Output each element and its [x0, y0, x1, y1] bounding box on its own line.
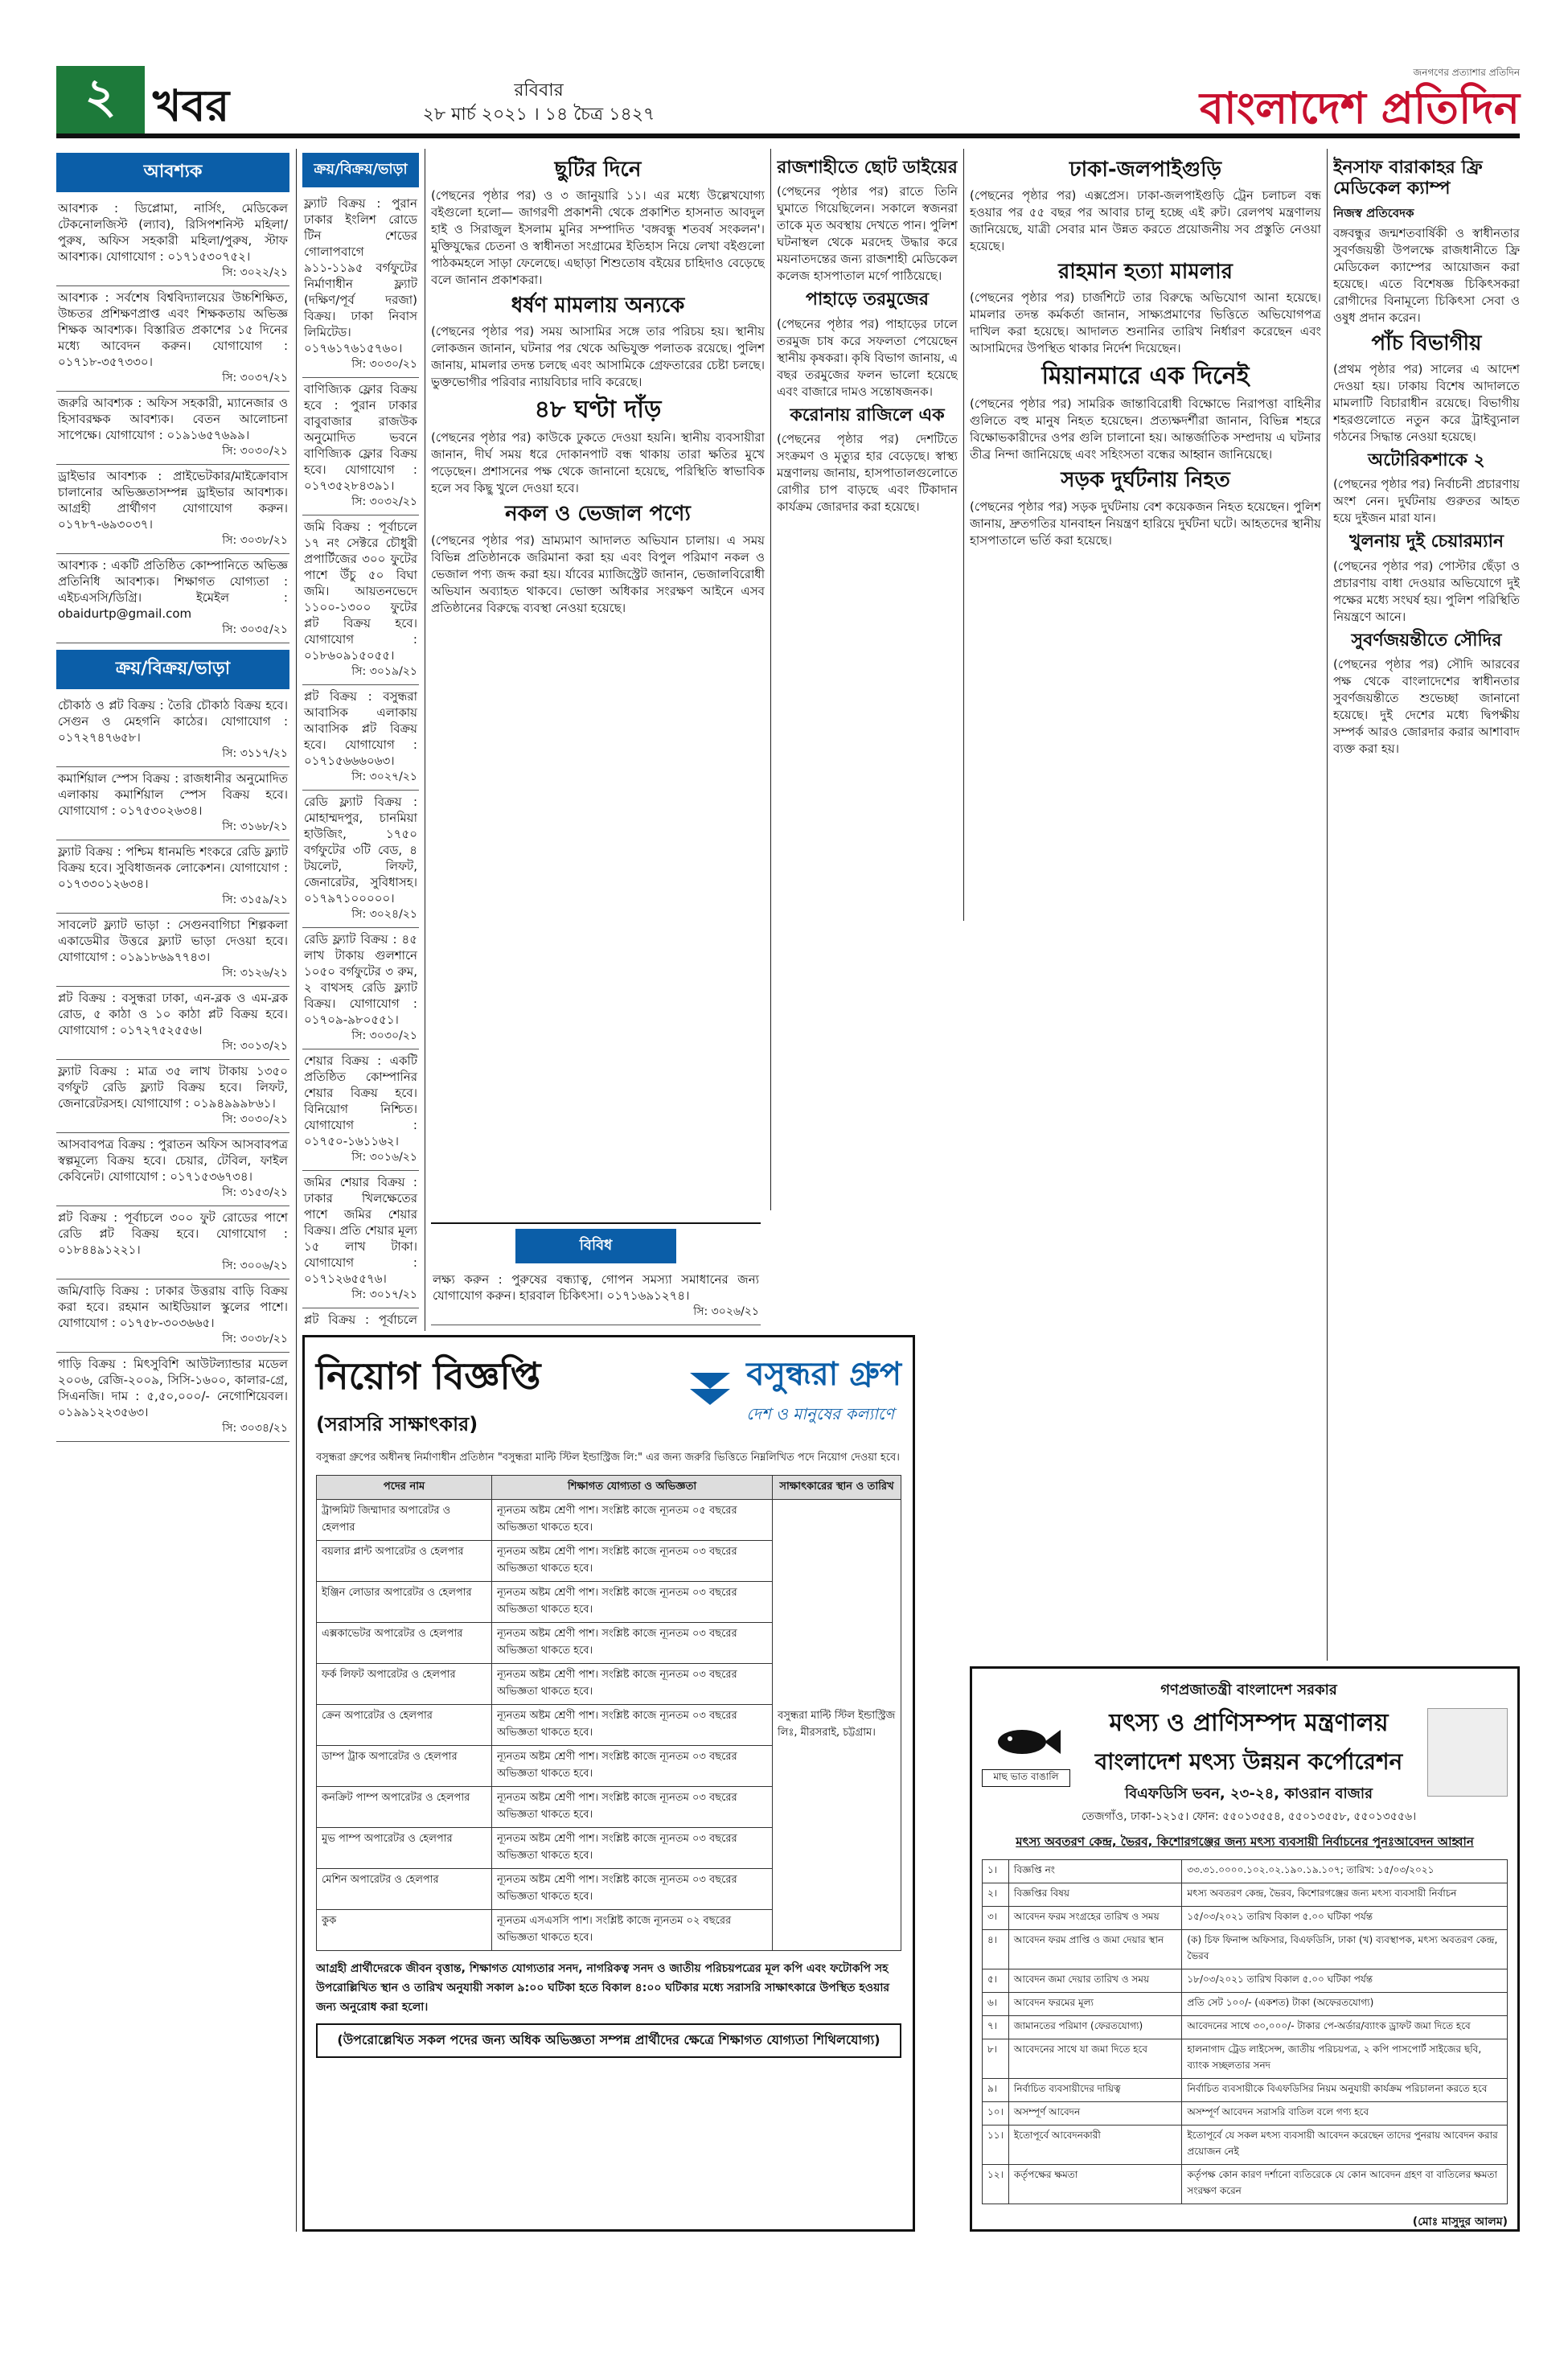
classified-text: চৌকাঠ ও প্লট বিক্রয় : তৈরি চৌকাঠ বিক্রয় হবে। সেগুন ও মেহগনি কাঠের। যোগাযোগ : ০১৭২৭৪৭৬৫৮। — [58, 698, 288, 745]
article-body: (প্রথম পৃষ্ঠার পর) সালের এ আদেশ দেওয়া হয়। ঢাকায় বিশেষ আদালতে মামলাটি বিচারাধীন রয়েছে। বিভাগীয় শহরগুলোতে নতুন করে ট্রাইব্যুনাল গঠনের সিদ্ধান্ত নেওয়া হয়েছে। — [1333, 361, 1520, 444]
article-body: (পেছনের পৃষ্ঠার পর) নির্বাচনী প্রচারণায় অংশ নেন। দুর্ঘটনায় গুরুতর আহত হয়ে দুইজন মারা যান। — [1333, 477, 1520, 526]
classified-sig: সি: ৩০১৯/২১ — [351, 665, 417, 678]
classified-text: আবশ্যক : ডিপ্লোমা, নার্সিং, মেডিকেল টেকনোলজিস্ট (ল্যাব), রিসিপশনিস্ট মহিলা/পুরুষ, অফিস সহকারী মহিলা/পুরুষ, স্টাফ আবশ্যক। যোগাযোগ : ০১৭১৫৩০৭৫২। — [58, 201, 288, 264]
headline: সুবর্ণজয়ন্তীতে সৌদির — [1351, 630, 1502, 651]
article-body: (পেছনের পৃষ্ঠার পর) ও ৩ জানুয়ারি ১১। এর মধ্যে উল্লেখযোগ্য বইগুলো হলো— জাগরণী প্রকাশনী থেকে প্রকাশিত হাসনাত আবদুল হাই ও সিরাজুল ইসলাম মুনির সম্পাদিত 'বঙ্গবন্ধু শতবর্ষ সংকলন'। মুক্তিযুদ্ধের চেতনা ও স্বাধীনতা সংগ্রামের ইতিহাস নিয়ে লেখা বইগুলো পাঠকমহলে সাড়া ফেলেছে। এছাড়া শিশুতোষ বইয়ের চাহিদাও বেড়েছে বলে জানান প্রকাশকরা। — [431, 188, 765, 288]
row-number: ১২। — [983, 2165, 1009, 2204]
classified-heading: আবশ্যক — [56, 153, 289, 192]
classified-sig: সি: ৩০৩৮/২১ — [222, 534, 288, 547]
classified-heading: বিবিধ — [515, 1229, 676, 1263]
headline: রাহমান হত্যা মামলার — [1058, 260, 1233, 285]
classified-sig: সি: ৩১৫৯/২১ — [222, 893, 288, 906]
row-key: আবেদন ফরম সংগ্রহের তারিখ ও সময় — [1008, 1907, 1181, 1930]
row-number: ৪। — [983, 1930, 1009, 1969]
classified-text: ফ্ল্যাট বিক্রয় : মাত্র ৩৫ লাখ টাকায় ১৩৫০ বর্গফুট রেডি ফ্ল্যাট বিক্রয় হবে। লিফট, জেনারেটরসহ। যোগাযোগ : ০১৯৪৯৯৯৮৬১। — [58, 1064, 288, 1111]
row-number: ৭। — [983, 2016, 1009, 2039]
article-body: (পেছনের পৃষ্ঠার পর) সামরিক জান্তাবিরোধী বিক্ষোভে নিরাপত্তা বাহিনীর গুলিতে বহু মানুষ নিহত হয়েছেন। প্রত্যক্ষদর্শীরা জানান, বিভিন্ন শহরে বিক্ষোভকারীদের ওপর গুলি চালানো হয়। আন্তর্জাতিক সম্প্রদায় এ ঘটনার তীব্র নিন্দা জানিয়েছে এবং সহিংসতা বন্ধের আহ্বান জানিয়েছে। — [970, 396, 1321, 462]
brand-tagline: জনগণের প্রত্যাশার প্রতিদিন — [1413, 67, 1520, 78]
classified-item — [56, 840, 289, 914]
row-key: বিজ্ঞপ্তির বিষয় — [1008, 1883, 1181, 1907]
post-requirement: ন্যূনতম অষ্টম শ্রেণী পাশ। সংশ্লিষ্ট কাজে ন্যূনতম ০৩ বছরের অভিজ্ঞতা থাকতে হবে। — [492, 1582, 773, 1623]
classified-item — [302, 1171, 419, 1308]
article-column-3 — [970, 153, 1321, 925]
classified-item — [302, 1308, 419, 1327]
ad-subtitle: (সরাসরি সাক্ষাৎকার) — [316, 1413, 478, 1435]
classified-item — [56, 1206, 289, 1279]
page-header — [56, 66, 1520, 138]
row-value: ইতোপূর্বে যে সকল মৎস্য ব্যবসায়ী আবেদন করেছেন তাদের পুনরায় আবেদন করার প্রয়োজন নেই — [1182, 2126, 1508, 2165]
table-row — [983, 1930, 1508, 1969]
left-classifieds — [56, 153, 289, 2232]
table-row — [983, 2165, 1508, 2204]
classified-item — [56, 1133, 289, 1206]
date-line — [394, 79, 683, 127]
classified-item — [56, 767, 289, 840]
post-requirement: ন্যূনতম অষ্টম শ্রেণী পাশ। সংশ্লিষ্ট কাজে ন্যূনতম ০৩ বছরের অভিজ্ঞতা থাকতে হবে। — [492, 1664, 773, 1705]
post-requirement: ন্যূনতম অষ্টম শ্রেণী পাশ। সংশ্লিষ্ট কাজে ন্যূনতম ০৩ বছরের অভিজ্ঞতা থাকতে হবে। — [492, 1869, 773, 1910]
brand-logo: বাংলাদেশ প্রতিদিন — [1200, 82, 1520, 133]
headline: ইনসাফ বারাকাহর ফ্রি মেডিকেল ক্যাম্প — [1333, 158, 1483, 199]
classified-sig: সি: ৩০৩৭/২১ — [222, 372, 288, 384]
row-value: প্রতি সেট ১০০/- (একশত) টাকা (অফেরতযোগ্য) — [1182, 1993, 1508, 2016]
interview-venue: বসুন্ধরা মাল্টি স্টিল ইন্ডাস্ট্রিজ লিঃ, মীরসরাই, চট্টগ্রাম। — [773, 1500, 901, 1951]
article-column-2 — [777, 153, 958, 1206]
row-number: ৫। — [983, 1969, 1009, 1993]
col-divider — [770, 149, 771, 1210]
classified-heading: ক্রয়/বিক্রয়/ভাড়া — [56, 650, 289, 689]
headline: সড়ক দুর্ঘটনায় নিহত — [1061, 468, 1230, 493]
classified-list — [56, 197, 289, 643]
article-column-right — [1333, 153, 1520, 1661]
article-body: (পেছনের পৃষ্ঠার পর) রাতে তিনি ঘুমাতে গিয়েছিলেন। সকালে স্বজনরা তাকে মৃত অবস্থায় দেখতে পান। পুলিশ ঘটনাস্থল থেকে মরদেহ উদ্ধার করে ময়নাতদন্তের জন্য রাজশাহী মেডিকেল কলেজ হাসপাতাল মর্গে পাঠিয়েছে। — [777, 184, 958, 284]
article-body: (পেছনের পৃষ্ঠার পর) পাহাড়ের ঢালে তরমুজ চাষ করে সফলতা পেয়েছেন স্থানীয় কৃষকরা। কৃষি বিভাগ জানায়, এ বছর তরমুজের ফলন ভালো হয়েছে এবং বাজারে দামও সন্তোষজনক। — [777, 316, 958, 399]
row-value: আবেদনের সাথে ৩০,০০০/- টাকার পে-অর্ডার/ব্যাংক ড্রাফট জমা দিতে হবে — [1182, 2016, 1508, 2039]
classified-item — [56, 1060, 289, 1133]
classified-sig: সি: ৩০৩০/২১ — [351, 1029, 417, 1042]
headline: রাজশাহীতে ছোট ডাইয়ের — [777, 158, 958, 178]
date-label: ২৮ মার্চ ২০২১ । ১৪ চৈত্র ১৪২৭ — [422, 105, 655, 125]
headline: অটোরিকশাকে ২ — [1368, 450, 1485, 470]
ad-intro: বসুন্ধরা গ্রুপের অধীনস্থ নির্মাণাধীন প্রতিষ্ঠান "বসুন্ধরা মাল্টি স্টিল ইন্ডাস্ট্রিজ লি:" এর জন্য জরুরি ভিত্তিতে নিম্নলিখিত পদে নিয়োগ দেওয়া হবে। — [316, 1452, 900, 1464]
contact-line: তেজগাঁও, ঢাকা-১২১৫। ফোন: ৫৫০১৩৫৫৪, ৫৫০১৩৫৫৮, ৫৫০১৩৫৫৬। — [1081, 1810, 1417, 1823]
headline: খুলনায় দুই চেয়ারম্যান — [1349, 532, 1504, 552]
row-number: ৬। — [983, 1993, 1009, 2016]
post-requirement: ন্যূনতম অষ্টম শ্রেণী পাশ। সংশ্লিষ্ট কাজে ন্যূনতম ০৩ বছরের অভিজ্ঞতা থাকতে হবে। — [492, 1541, 773, 1582]
day-label: রবিবার — [514, 80, 564, 101]
row-value: ১৮/০৩/২০২১ তারিখ বিকাল ৫.০০ ঘটিকা পর্যন্ত — [1182, 1969, 1508, 1993]
classified-list — [56, 694, 289, 1442]
brand-tagline: দেশ ও মানুষের কল্যাণে — [746, 1404, 895, 1423]
post-name: ট্রান্সমিট জিম্মাদার অপারেটর ও হেলপার — [317, 1500, 492, 1541]
post-name: ডাম্প ট্রাক অপারেটর ও হেলপার — [317, 1746, 492, 1787]
ministry-name: মৎস্য ও প্রাণিসম্পদ মন্ত্রণালয় — [1109, 1709, 1389, 1737]
row-key: আবেদন ফরমের মূল্য — [1008, 1993, 1181, 2016]
article-column-1 — [431, 153, 765, 1214]
col-divider — [296, 149, 297, 2232]
classified-item — [302, 791, 419, 928]
col-divider — [963, 149, 964, 921]
row-value: (ক) চিফ ফিনান্স অফিসার, বিএফডিসি, ঢাকা (খ) ব্যবস্থাপক, মৎস্য অবতরণ কেন্দ্র, ভৈরব — [1182, 1930, 1508, 1969]
classified-heading: ক্রয়/বিক্রয়/ভাড়া — [302, 153, 419, 187]
col-header: পদের নাম — [317, 1476, 492, 1500]
address-line: বিএফডিসি ভবন, ২৩-২৪, কাওরান বাজার — [1124, 1785, 1373, 1802]
ad-title: মৎস্য অবতরণ কেন্দ্র, ভৈরব, কিশোরগঞ্জের জন্য মৎস্য ব্যবসায়ী নির্বাচনের পুনঃআবেদন আহ্বান — [1016, 1834, 1474, 1849]
table-row — [983, 1993, 1508, 2016]
classified-text: ফ্ল্যাট বিক্রয় : পশ্চিম ধানমন্ডি শংকরে রেডি ফ্ল্যাট বিক্রয় হবে। সুবিধাজনক লোকেশন। যোগাযোগ : ০১৭৩৩০১২৬৩৪। — [58, 844, 288, 891]
classified-item — [56, 694, 289, 767]
headline: ঢাকা-জলপাইগুড়ি — [1069, 158, 1222, 182]
classified-text: রেডি ফ্ল্যাট বিক্রয় : মোহাম্মদপুর, চানমিয়া হাউজিং, ১৭৫০ বর্গফুটের ৩টি বেড, ৪ টয়লেট, লিফট, জেনারেটর, সুবিধাসহ। ০১৭৯৭১০০০০০। — [304, 795, 417, 906]
table-row — [983, 2102, 1508, 2126]
table-row — [983, 2016, 1508, 2039]
classified-item — [302, 192, 419, 378]
article-body: (পেছনের পৃষ্ঠার পর) এক্সপ্রেস। ঢাকা-জলপাইগুড়ি ট্রেন চলাচল বন্ধ হওয়ার পর ৫৫ বছর পর আবার চালু হচ্ছে এই রুট। রেলপথ মন্ত্রণালয় জানিয়েছে, যাত্রী সেবার মান উন্নত করতে প্রয়োজনীয় সব প্রস্তুতি নেওয়া হয়েছে। — [970, 188, 1321, 254]
classified-sig: সি: ৩০১৩/২১ — [222, 1040, 288, 1053]
classified-item — [302, 378, 419, 515]
classified-text: শেয়ার বিক্রয় : একটি প্রতিষ্ঠিত কোম্পানির শেয়ার বিক্রয় হবে। বিনিয়োগ নিশ্চিত। যোগাযোগ : ০১৭৫০-১৬১১৬২। — [304, 1054, 417, 1148]
headline: পাঁচ বিভাগীয় — [1371, 331, 1482, 355]
job-ad — [302, 1335, 915, 2232]
row-key: নির্বাচিত ব্যবসায়ীদের দায়িত্ব — [1008, 2079, 1181, 2102]
classified-sig: সি: ৩০২৬/২১ — [693, 1305, 759, 1318]
post-name: কুক — [317, 1910, 492, 1951]
row-key: অসম্পূর্ণ আবেদন — [1008, 2102, 1181, 2126]
row-key: আবেদন ফরম প্রাপ্তি ও জমা দেয়ার স্থান — [1008, 1930, 1181, 1969]
classified-text: গাড়ি বিক্রয় : মিৎসুবিশি আউটল্যান্ডার মডেল ২০০৬, রেজি-২০০৯, সিসি-১৬০০, কালার-গ্রে, সিএনজি। দাম : ৫,৫০,০০০/- নেগোশিয়েবল। ০১৯৯১২২৩৫৬৩। — [58, 1357, 288, 1419]
classified-item — [56, 1279, 289, 1353]
row-key: আবেদনের সাথে যা জমা দিতে হবে — [1008, 2039, 1181, 2079]
row-number: ১০। — [983, 2102, 1009, 2126]
classified-text: কমার্শিয়াল স্পেস বিক্রয় : রাজধানীর অনুমোদিত এলাকায় কমার্শিয়াল স্পেস বিক্রয় হবে। যোগাযোগ : ০১৭৫৩০২৬৩৪। — [58, 771, 288, 818]
logo-caption: মাছ ভাত বাঙালি — [982, 1769, 1070, 1787]
classified-text: আবশ্যক : একটি প্রতিষ্ঠিত কোম্পানিতে অভিজ্ঞ প্রতিনিধি আবশ্যক। শিক্ষাগত যোগ্যতা : এইচএসসি/ডিগ্রি। ইমেইল : obaidurtp@gmail.com — [58, 558, 288, 621]
classified-item — [56, 392, 289, 465]
post-name: বয়লার প্লান্ট অপারেটর ও হেলপার — [317, 1541, 492, 1582]
table-row — [317, 1500, 901, 1541]
classified-sig: সি: ৩০১৭/২১ — [351, 1288, 417, 1301]
article-body: (পেছনের পৃষ্ঠার পর) কাউকে ঢুকতে দেওয়া হয়নি। স্থানীয় ব্যবসায়ীরা জানান, দীর্ঘ সময় ধরে দোকানপাট বন্ধ থাকায় তারা ক্ষতির মুখে পড়েছেন। প্রশাসনের পক্ষ থেকে জানানো হয়েছে, পরিস্থিতি স্বাভাবিক হলে সব কিছু খুলে দেওয়া হবে। — [431, 430, 765, 496]
headline: ধর্ষণ মামলায় অন্যকে — [511, 294, 685, 318]
page-number: ২ — [56, 66, 145, 133]
bashundhara-logo-icon — [682, 1361, 738, 1417]
classified-text: প্লট বিক্রয় : পূর্বাচলে ৩০০ ফুট রোডের পাশে রেডি প্লট বিক্রয় হবে। যোগাযোগ : ০১৮৪৪৯১২২১। — [58, 1210, 288, 1257]
classified-sig: সি: ৩০২৪/২১ — [351, 908, 417, 921]
row-key: জামানতের পরিমাণ (ফেরতযোগ্য) — [1008, 2016, 1181, 2039]
classified-text: জমি/বাড়ি বিক্রয় : ঢাকার উত্তরায় বাড়ি বিক্রয় করা হবে। রহমান আইডিয়াল স্কুলের পাশে। যোগাযোগ : ০১৭৫৮-৩০৩৬৬৫। — [58, 1284, 288, 1330]
row-number: ৯। — [983, 2079, 1009, 2102]
classified-item — [56, 465, 289, 554]
row-value: নির্বাচিত ব্যবসায়ীকে বিএফডিসির নিয়ম অনুযায়ী কার্যক্রম পরিচালনা করতে হবে — [1182, 2079, 1508, 2102]
masthead — [1166, 66, 1520, 133]
row-number: ১১। — [983, 2126, 1009, 2165]
classified-text: প্লট বিক্রয় : বসুন্ধরা আবাসিক এলাকায় আবাসিক প্লট বিক্রয় হবে। যোগাযোগ : ০১৭১৫৬৬৬০৬৩। — [304, 689, 417, 768]
table-row — [983, 2126, 1508, 2165]
classified-sig: সি: ৩০৩৫/২১ — [222, 623, 288, 636]
row-value: ৩৩.৩১.০০০০.১০২.০২.১৯০.১৯.১০৭; তারিখ: ১৫/০৩/২০২১ — [1182, 1860, 1508, 1883]
classified-item — [56, 987, 289, 1060]
classified-item — [56, 197, 289, 286]
post-name: ফর্ক লিফট অপারেটর ও হেলপার — [317, 1664, 492, 1705]
row-key: কর্তৃপক্ষের ক্ষমতা — [1008, 2165, 1181, 2204]
row-number: ৩। — [983, 1907, 1009, 1930]
table-row — [983, 1907, 1508, 1930]
classified-sig: সি: ৩০৩৪/২১ — [222, 1422, 288, 1435]
row-value: ১৫/০৩/২০২১ তারিখ বিকাল ৫.০০ ঘটিকা পর্যন্ত — [1182, 1907, 1508, 1930]
portrait-image — [1427, 1708, 1508, 1797]
classified-text: জমির শেয়ার বিক্রয় : ঢাকার খিলক্ষেতের পাশে জমির শেয়ার বিক্রয়। প্রতি শেয়ার মূল্য ১৫ লাখ টাকা। যোগাযোগ : ০১৭১২৬৫৫৭৬। — [304, 1175, 417, 1286]
govt-ad — [970, 1666, 1520, 2232]
post-requirement: ন্যূনতম অষ্টম শ্রেণী পাশ। সংশ্লিষ্ট কাজে ন্যূনতম ০৩ বছরের অভিজ্ঞতা থাকতে হবে। — [492, 1623, 773, 1664]
row-value: মৎস্য অবতরণ কেন্দ্র, ভৈরব, কিশোরগঞ্জের জন্য মৎস্য ব্যবসায়ী নির্বাচন — [1182, 1883, 1508, 1907]
col-divider — [1327, 149, 1328, 1661]
row-value: কর্তৃপক্ষ কোন কারণ দর্শানো ব্যতিরেকে যে কোন আবেদন গ্রহণ বা বাতিলের ক্ষমতা সংরক্ষণ করেন — [1182, 2165, 1508, 2204]
classified-sig: সি: ৩০৩০/২১ — [222, 1113, 288, 1126]
post-name: মেশিন অপারেটর ও হেলপার — [317, 1869, 492, 1910]
classified-item — [431, 1268, 761, 1325]
ad-title: নিয়োগ বিজ্ঞপ্তি — [316, 1354, 541, 1398]
classified-text: প্লট বিক্রয় : বসুন্ধরা ঢাকা, এন-ব্লক ও এম-ব্লক রোড, ৫ কাঠা ও ১০ কাঠা প্লট বিক্রয় হবে। যোগাযোগ : ০১৭২৭৫২৫৫৬। — [58, 991, 288, 1037]
headline: মিয়ানমারে এক দিনেই — [1041, 362, 1250, 391]
table-row — [983, 2039, 1508, 2079]
post-requirement: ন্যূনতম অষ্টম শ্রেণী পাশ। সংশ্লিষ্ট কাজে ন্যূনতম ০৩ বছরের অভিজ্ঞতা থাকতে হবে। — [492, 1746, 773, 1787]
post-requirement: ন্যূনতম অষ্টম শ্রেণী পাশ। সংশ্লিষ্ট কাজে ন্যূনতম ০৩ বছরের অভিজ্ঞতা থাকতে হবে। — [492, 1828, 773, 1869]
classified-text: জরুরি আবশ্যক : অফিস সহকারী, ম্যানেজার ও হিসাবরক্ষক আবশ্যক। বেতন আলোচনা সাপেক্ষে। যোগাযোগ : ০১৯১৬৫৭৬৯৯। — [58, 396, 288, 442]
row-key: আবেদন জমা দেয়ার তারিখ ও সময় — [1008, 1969, 1181, 1993]
post-name: ক্রেন অপারেটর ও হেলপার — [317, 1705, 492, 1746]
classified-item — [56, 554, 289, 643]
post-requirement: ন্যূনতম অষ্টম শ্রেণী পাশ। সংশ্লিষ্ট কাজে ন্যূনতম ০৩ বছরের অভিজ্ঞতা থাকতে হবে। — [492, 1787, 773, 1828]
article-body: (পেছনের পৃষ্ঠার পর) সড়ক দুর্ঘটনায় বেশ কয়েকজন নিহত হয়েছেন। পুলিশ জানায়, দ্রুতগতির যানবাহন নিয়ন্ত্রণ হারিয়ে দুর্ঘটনা ঘটে। আহতদের স্থানীয় হাসপাতালে ভর্তি করা হয়েছে। — [970, 499, 1321, 548]
classified-sig: সি: ৩০১৬/২১ — [351, 1151, 417, 1164]
post-name: কনক্রিট পাম্প অপারেটর ও হেলপার — [317, 1787, 492, 1828]
post-requirement: ন্যূনতম এসএসসি পাশ। সংশ্লিষ্ট কাজে ন্যূনতম ০২ বছরের অভিজ্ঞতা থাকতে হবে। — [492, 1910, 773, 1951]
corporation-name: বাংলাদেশ মৎস্য উন্নয়ন কর্পোরেশন — [1094, 1748, 1403, 1775]
row-key: বিজ্ঞপ্তি নং — [1008, 1860, 1181, 1883]
byline: নিজস্ব প্রতিবেদক — [1333, 205, 1414, 220]
classified-text: আসবাবপত্র বিক্রয় : পুরাতন অফিস আসবাবপত্র স্বল্পমূল্যে বিক্রয় হবে। চেয়ার, টেবিল, ফাইল কেবিনেট। যোগাযোগ : ০১৭১৫৩৬৭৩৪। — [58, 1137, 288, 1184]
classified-item — [56, 1353, 289, 1442]
table-row — [983, 1860, 1508, 1883]
article-body: (পেছনের পৃষ্ঠার পর) ভ্রাম্যমাণ আদালত অভিযান চালায়। এ সময় বিভিন্ন প্রতিষ্ঠানকে জরিমানা করা হয় এবং বিপুল পরিমাণ নকল ও ভেজাল পণ্য জব্দ করা হয়। র্যাবের ম্যাজিস্ট্রেট জানান, ভেজালবিরোধী অভিযান অব্যাহত থাকবে। ভোক্তা অধিকার সংরক্ষণ আইনে এসব প্রতিষ্ঠানের বিরুদ্ধে ব্যবস্থা নেওয়া হয়েছে। — [431, 532, 765, 615]
classified-text: লক্ষ্য করুন : পুরুষের বন্ধ্যাত্ব, গোপন সমস্যা সমাধানের জন্য যোগাযোগ করুন। হারবাল চিকিৎসা। ০১৭১৬৯১২৭৪। — [433, 1272, 759, 1303]
headline: করোনায় রাজিলে এক — [790, 405, 945, 425]
post-name: মুভ পাম্প অপারেটর ও হেলপার — [317, 1828, 492, 1869]
article-body: (পেছনের পৃষ্ঠার পর) চার্জশিটে তার বিরুদ্ধে অভিযোগ আনা হয়েছে। মামলার তদন্ত কর্মকর্তা জানান, সাক্ষ্যপ্রমাণের ভিত্তিতে অভিযোগপত্র দাখিল করা হয়েছে। আদালত শুনানির তারিখ নির্ধারণ করেছেন এবং আসামিদের উপস্থিত থাকার নির্দেশ দিয়েছেন। — [970, 290, 1321, 356]
table-row — [983, 1883, 1508, 1907]
table-row — [983, 1969, 1508, 1993]
post-name: ইঞ্জিন লোডার অপারেটর ও হেলপার — [317, 1582, 492, 1623]
classified-item — [302, 928, 419, 1049]
ad-footer: আগ্রহী প্রার্থীদেরকে জীবন বৃত্তান্ত, শিক্ষাগত যোগ্যতার সনদ, নাগরিকত্ব সনদ ও জাতীয় পরিচয়পত্রের মূল কপি এবং ফটোকপি সহ উপরোল্লিখিত স্থান ও তারিখ অনুযায়ী সকাল ৯:০০ ঘটিকা হতে বিকাল ৪:০০ ঘটিকার মধ্যে সরাসরি সাক্ষাৎকারে উপস্থিত হওয়ার জন্য অনুরোধ করা হলো। — [316, 1962, 890, 2014]
post-requirement: ন্যূনতম অষ্টম শ্রেণী পাশ। সংশ্লিষ্ট কাজে ন্যূনতম ০৩ বছরের অভিজ্ঞতা থাকতে হবে। — [492, 1705, 773, 1746]
classified-sig: সি: ৩০০৬/২১ — [222, 1259, 288, 1272]
classified-item — [302, 515, 419, 685]
col-header: শিক্ষাগত যোগ্যতা ও অভিজ্ঞতা — [492, 1476, 773, 1500]
classified-text: জমি বিক্রয় : পূর্বাচলে ১৭ নং সেক্টরে চৌধুরী প্রপার্টিজের ৩০০ ফুটের পাশে উঁচু ৫০ বিঘা জমি। আয়তনভেদে ১১০০-১৩০০ ফুটের প্লট বিক্রয় হবে। যোগাযোগ : ০১৮৬০৯১৫০৫৫। — [304, 520, 417, 663]
headline: নকল ও ভেজাল পণ্যে — [505, 502, 691, 527]
row-value: অসম্পূর্ণ আবেদন সরাসরি বাতিল বলে গণ্য হবে — [1182, 2102, 1508, 2126]
classified-sig: সি: ৩১৬৮/২১ — [222, 820, 288, 833]
classified-text: বাণিজ্যিক ফ্লোর বিক্রয় হবে : পুরান ঢাকার বাবুবাজার রাজউক অনুমোদিত ভবনে বাণিজ্যিক ফ্লোর বিক্রয় হবে। যোগাযোগ : ০১৭৩৫২৮৪৩৯১। — [304, 382, 417, 493]
article-body: (পেছনের পৃষ্ঠার পর) পোস্টার ছেঁড়া ও প্রচারণায় বাধা দেওয়ার অভিযোগে দুই পক্ষের মধ্যে সংঘর্ষ হয়। পুলিশ পরিস্থিতি নিয়ন্ত্রণে আনে। — [1333, 558, 1520, 624]
article-body: (পেছনের পৃষ্ঠার পর) দেশটিতে সংক্রমণ ও মৃত্যুর হার বেড়েছে। স্বাস্থ্য মন্ত্রণালয় জানায়, হাসপাতালগুলোতে রোগীর চাপ বাড়ছে এবং টিকাদান কার্যক্রম জোরদার করা হয়েছে। — [777, 432, 958, 515]
mid-classifieds — [302, 153, 419, 1327]
headline: ৪৮ ঘণ্টা দাঁড় — [534, 396, 662, 425]
article-body: বঙ্গবন্ধুর জন্মশতবার্ষিকী ও স্বাধীনতার সুবর্ণজয়ন্তী উপলক্ষে রাজধানীতে ফ্রি মেডিকেল ক্যাম্পের আয়োজন করা হয়েছে। এতে বিশেষজ্ঞ চিকিৎসকরা রোগীদের বিনামূল্যে চিকিৎসা সেবা ও ওষুধ প্রদান করেন। — [1333, 225, 1520, 325]
post-name: এক্সকাভেটর অপারেটর ও হেলপার — [317, 1623, 492, 1664]
signer-name: (মোঃ মাসুদুর আলম) — [1412, 2216, 1508, 2228]
classified-item — [302, 1049, 419, 1171]
classified-item — [302, 685, 419, 791]
classified-sig: সি: ৩০৩৮/২১ — [222, 1333, 288, 1345]
headline: ছুটির দিনে — [554, 158, 642, 182]
job-table — [316, 1475, 901, 1951]
col-header: সাক্ষাৎকারের স্থান ও তারিখ — [773, 1476, 901, 1500]
row-value: হালনাগাদ ট্রেড লাইসেন্স, জাতীয় পরিচয়পত্র, ২ কপি পাসপোর্ট সাইজের ছবি, ব্যাংক সচ্ছলতার সনদ — [1182, 2039, 1508, 2079]
classified-text: রেডি ফ্ল্যাট বিক্রয় : ৪৫ লাখ টাকায় গুলশানে ১০৫০ বর্গফুটের ৩ রুম, ২ বাথসহ রেডি ফ্ল্যাট বিক্রয়। যোগাযোগ : ০১৭০৯-৯৮০৫৫১। — [304, 932, 417, 1027]
mid-bottom-classified — [431, 1222, 761, 1327]
govt-line: গণপ্রজাতন্ত্রী বাংলাদেশ সরকার — [1160, 1682, 1337, 1698]
headline: পাহাড়ে তরমুজের — [806, 290, 929, 310]
post-requirement: ন্যূনতম অষ্টম শ্রেণী পাশ। সংশ্লিষ্ট কাজে ন্যূনতম ০৫ বছরের অভিজ্ঞতা থাকতে হবে। — [492, 1500, 773, 1541]
classified-text: ড্রাইভার আবশ্যক : প্রাইভেটকার/মাইক্রোবাস চালানোর অভিজ্ঞতাসম্পন্ন ড্রাইভার আবশ্যক। আগ্রহী প্রার্থীগণ যোগাযোগ করুন। ০১৭৮৭-৬৯৩০৩৭। — [58, 469, 288, 532]
table-row — [983, 2079, 1508, 2102]
classified-list — [302, 192, 419, 1327]
article-body: (পেছনের পৃষ্ঠার পর) সৌদি আরবের পক্ষ থেকে বাংলাদেশের স্বাধীনতার সুবর্ণজয়ন্তীতে শুভেচ্ছা জানানো হয়েছে। দুই দেশের মধ্যে দ্বিপক্ষীয় সম্পর্ক আরও জোরদার করার আশাবাদ ব্যক্ত করা হয়। — [1333, 657, 1520, 757]
row-number: ১। — [983, 1860, 1009, 1883]
classified-sig: সি: ৩০৩০/২১ — [222, 445, 288, 458]
row-number: ৮। — [983, 2039, 1009, 2079]
classified-sig: সি: ৩০২২/২১ — [222, 266, 288, 279]
classified-text: সাবলেট ফ্ল্যাট ভাড়া : সেগুনবাগিচা শিল্পকলা একাডেমীর উত্তরে ফ্ল্যাট ভাড়া দেওয়া হবে। যোগাযোগ : ০১৯১৮৬৯৭৭৪৩। — [58, 918, 288, 964]
brand-name: বসুন্ধরা গ্রুপ — [746, 1356, 901, 1393]
classified-text: ফ্ল্যাট বিক্রয় : পুরান ঢাকার ইংলিশ রোডে টিন শেডের গোলাপবাগে ৯১১-১১৯৫ বর্গফুটের নির্মাণাধীন ফ্ল্যাট (দক্ষিণ/পূর্ব দরজা) বিক্রয়। ঢাকা নিবাস লিমিটেড। ০১৭৬১৭৬১৫৭৬০। — [304, 196, 417, 355]
govt-table — [982, 1859, 1508, 2204]
article-body: (পেছনের পৃষ্ঠার পর) সময় আসামির সঙ্গে তার পরিচয় হয়। স্থানীয় লোকজন জানান, ঘটনার পর থেকে অভিযুক্ত পলাতক রয়েছে। পুলিশ জানায়, মামলার তদন্ত চলছে এবং আসামিকে গ্রেফতারের চেষ্টা চলছে। ভুক্তভোগীর পরিবার ন্যায়বিচার দাবি করেছে। — [431, 324, 765, 390]
row-key: ইতোপূর্বে আবেদনকারী — [1008, 2126, 1181, 2165]
classified-sig: সি: ৩০৩০/২১ — [351, 358, 417, 371]
fish-logo-icon — [990, 1718, 1062, 1766]
row-number: ২। — [983, 1883, 1009, 1907]
classified-list — [431, 1268, 761, 1325]
ad-note: (উপরোল্লেখিত সকল পদের জন্য অধিক অভিজ্ঞতা সম্পন্ন প্রার্থীদের ক্ষেত্রে শিক্ষাগত যোগ্যতা শিথিলযোগ্য) — [316, 2023, 901, 2058]
classified-sig: সি: ৩১৫৩/২১ — [222, 1186, 288, 1199]
classified-sig: সি: ৩১১৭/২১ — [222, 747, 288, 760]
classified-item — [56, 914, 289, 987]
classified-text: প্লট বিক্রয় : পূর্বাচলে — [304, 1312, 417, 1327]
classified-item — [56, 286, 289, 392]
classified-text: আবশ্যক : সর্বশেষ বিশ্ববিদ্যালয়ের উচ্চশিক্ষিত, উচ্চতর প্রশিক্ষণপ্রাপ্ত এবং শিক্ষকতায় অভিজ্ঞ শিক্ষক আবশ্যক। বিস্তারিত প্রকাশের ১৫ দিনের মধ্যে আবেদন করুন। যোগাযোগ : ০১৭১৮-৩৫৭৩৩০। — [58, 290, 288, 369]
classified-sig: সি: ৩০৩২/২১ — [351, 495, 417, 508]
classified-sig: সি: ৩১২৬/২১ — [222, 967, 288, 980]
classified-sig: সি: ৩০২৭/২১ — [351, 770, 417, 783]
section-name: খবর — [153, 80, 230, 131]
